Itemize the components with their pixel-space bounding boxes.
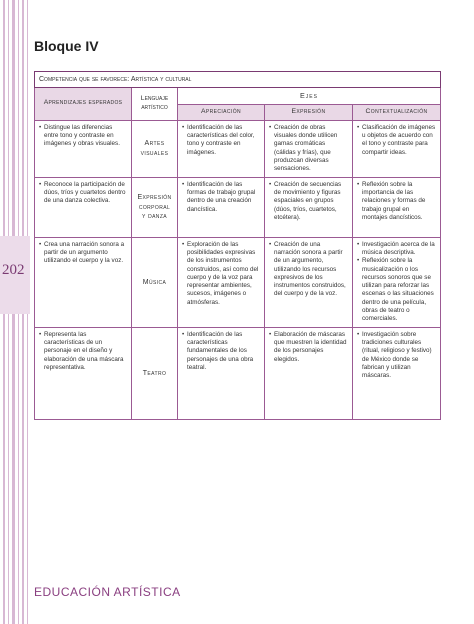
table-row: [35, 177, 441, 237]
aprendizajes-cell: [35, 327, 132, 419]
expresion-cell: [265, 177, 353, 237]
list-item: • Representa las características de un personaje en el diseño y elaboración de una máscara representativa.: [39, 331, 127, 372]
list-item: • Distingue las diferencias entre tono y contraste en imágenes y obras visuales.: [39, 124, 127, 149]
list-item: • Crea una narración sonora a partir de un argumento utilizando el cuerpo y la voz.: [39, 241, 127, 266]
list-item: • Reflexión sobre la importancia de las relaciones y formas de trabajo grupal en montajes dancísticos.: [357, 181, 436, 222]
header-expresion: Expresión: [265, 104, 353, 120]
apreciacion-cell: [178, 327, 265, 419]
aprendizajes-cell: [35, 237, 132, 327]
list-item: • Elaboración de máscaras que muestren la identidad de los personajes elegidos.: [269, 331, 348, 364]
aprendizajes-cell: [35, 177, 132, 237]
list-item: • Identificación de las características fundamentales de los personajes de una obra teatral.: [182, 331, 260, 372]
expresion-cell: [265, 120, 353, 177]
header-contextualizacion: Contextualización: [353, 104, 441, 120]
aprendizajes-cell: [35, 120, 132, 177]
lenguaje-cell: Música: [132, 237, 178, 327]
competencia-row: [35, 72, 441, 88]
header-ejes: Ejes: [178, 88, 441, 105]
page-number: 202: [2, 262, 25, 278]
contextualizacion-cell: [353, 120, 441, 177]
list-item: • Clasificación de imágenes u objetos de acuerdo con el tono y contraste para compartir ideas.: [357, 124, 436, 157]
apreciacion-cell: [178, 237, 265, 327]
list-item: • Exploración de las posibilidades expresivas de los instrumentos construidos, así como del cuerpo y de la voz para representar ambientes, sucesos, imágenes o atmósferas.: [182, 241, 260, 307]
table-row: [35, 120, 441, 177]
header-lenguaje: Lenguaje artístico: [132, 88, 178, 120]
table-row: [35, 237, 441, 327]
lenguaje-cell: Teatro: [132, 327, 178, 419]
header-apreciacion: Apreciación: [178, 104, 265, 120]
apreciacion-cell: [178, 177, 265, 237]
list-item: • Investigación sobre tradiciones culturales (ritual, religioso y festivo) de México donde se fabrican y utilizan máscaras.: [357, 331, 436, 381]
footer-subject: EDUCACIÓN ARTÍSTICA: [34, 585, 181, 599]
list-item: • Identificación de las características del color, tono y contraste en imágenes.: [182, 124, 260, 157]
list-item: • Creación de secuencias de movimiento y figuras espaciales en grupos (dúos, tríos, cuartetos, etcétera).: [269, 181, 348, 222]
block-title: Bloque IV: [34, 38, 99, 54]
list-item: • Creación de una narración sonora a partir de un argumento, utilizando los recursos expresivos de los instrumentos construidos, del cuerpo y de la voz.: [269, 241, 348, 299]
list-item: • Creación de obras visuales donde utilicen gamas cromáticas (cálidas y frías), que produzcan diversas sensaciones.: [269, 124, 348, 174]
header-row: [35, 88, 441, 105]
list-item: • Investigación acerca de la música descriptiva.: [357, 241, 436, 258]
contextualizacion-cell: [353, 327, 441, 419]
contextualizacion-cell: [353, 177, 441, 237]
list-item: • Reflexión sobre la musicalización o los recursos sonoros que se utilizan para reforzar las escenas o las situaciones dentro de una película, obras de teatro o comerciales.: [357, 257, 436, 323]
curriculum-table: [34, 71, 441, 420]
header-aprendizajes: Aprendizajes esperados: [35, 88, 132, 120]
list-item: • Identificación de las formas de trabajo grupal dentro de una creación dancística.: [182, 181, 260, 214]
expresion-cell: [265, 237, 353, 327]
table-row: [35, 327, 441, 419]
apreciacion-cell: [178, 120, 265, 177]
list-item: • Reconoce la participación de dúos, tríos y cuartetos dentro de una danza colectiva.: [39, 181, 127, 206]
competencia-label: Competencia que se favorece: Artística y cultural: [35, 72, 441, 88]
contextualizacion-cell: [353, 237, 441, 327]
lenguaje-cell: Expresión corporal y danza: [132, 177, 178, 237]
lenguaje-cell: Artes visuales: [132, 120, 178, 177]
expresion-cell: [265, 327, 353, 419]
